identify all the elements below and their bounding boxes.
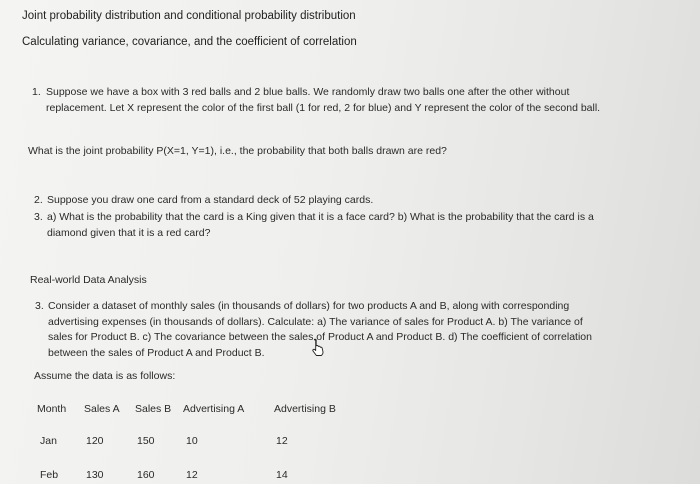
table-header-month: Month bbox=[37, 403, 67, 415]
question-4-text: Consider a dataset of monthly sales (in thousands of dollars) for two products A and B, along with corresponding advertising expenses (in thousands of dollars). Calculate: a) The variance of sales for Product A. b) The variance of sales for Product B. c) The covariance between the sales of Product A and Product B. d) The coefficient of correlation between the sales of Product A and Product B. bbox=[48, 300, 592, 359]
table-cell: 12 bbox=[276, 435, 288, 447]
table-header-sales-a: Sales A bbox=[84, 403, 120, 415]
question-3 bbox=[34, 210, 614, 241]
table-header-sales-b: Sales B bbox=[135, 403, 172, 415]
table-cell: 160 bbox=[137, 469, 155, 481]
section-heading: Real-world Data Analysis bbox=[30, 274, 147, 286]
document-title: Joint probability distribution and conditional probability distribution bbox=[22, 10, 356, 22]
question-3-number: 3. bbox=[34, 211, 43, 223]
question-2-number: 2. bbox=[34, 194, 43, 206]
assume-text: Assume the data is as follows: bbox=[34, 370, 176, 382]
hand-pointer-icon bbox=[310, 338, 326, 356]
table-cell: Jan bbox=[40, 435, 57, 447]
table-cell: 10 bbox=[186, 435, 198, 447]
table-cell: 130 bbox=[86, 469, 104, 481]
question-2 bbox=[34, 193, 614, 209]
question-3-text: a) What is the probability that the card is a King given that it is a face card? b) What is the probability that the card is a diamond given that it is a red card? bbox=[47, 211, 594, 239]
table-cell: 14 bbox=[276, 469, 288, 481]
question-1-number: 1. bbox=[32, 86, 41, 98]
document-subtitle: Calculating variance, covariance, and the coefficient of correlation bbox=[22, 36, 357, 48]
question-4-number: 3. bbox=[35, 300, 44, 312]
question-1 bbox=[32, 85, 617, 116]
question-2-text: Suppose you draw one card from a standard deck of 52 playing cards. bbox=[47, 194, 374, 206]
table-header-advertising-b: Advertising B bbox=[274, 403, 336, 415]
table-cell: 12 bbox=[186, 469, 198, 481]
table-header-advertising-a: Advertising A bbox=[183, 403, 245, 415]
table-cell: 150 bbox=[137, 435, 155, 447]
question-1-text: Suppose we have a box with 3 red balls and 2 blue balls. We randomly draw two balls one after the other without replacement. Let X represent the color of the first ball (1 for red, 2 for blue) and Y represent the color of the second ball. bbox=[46, 86, 601, 114]
table-cell: Feb bbox=[40, 469, 59, 481]
question-1-prompt: What is the joint probability P(X=1, Y=1), i.e., the probability that both balls drawn are red? bbox=[28, 145, 447, 157]
table-cell: 120 bbox=[86, 435, 104, 447]
